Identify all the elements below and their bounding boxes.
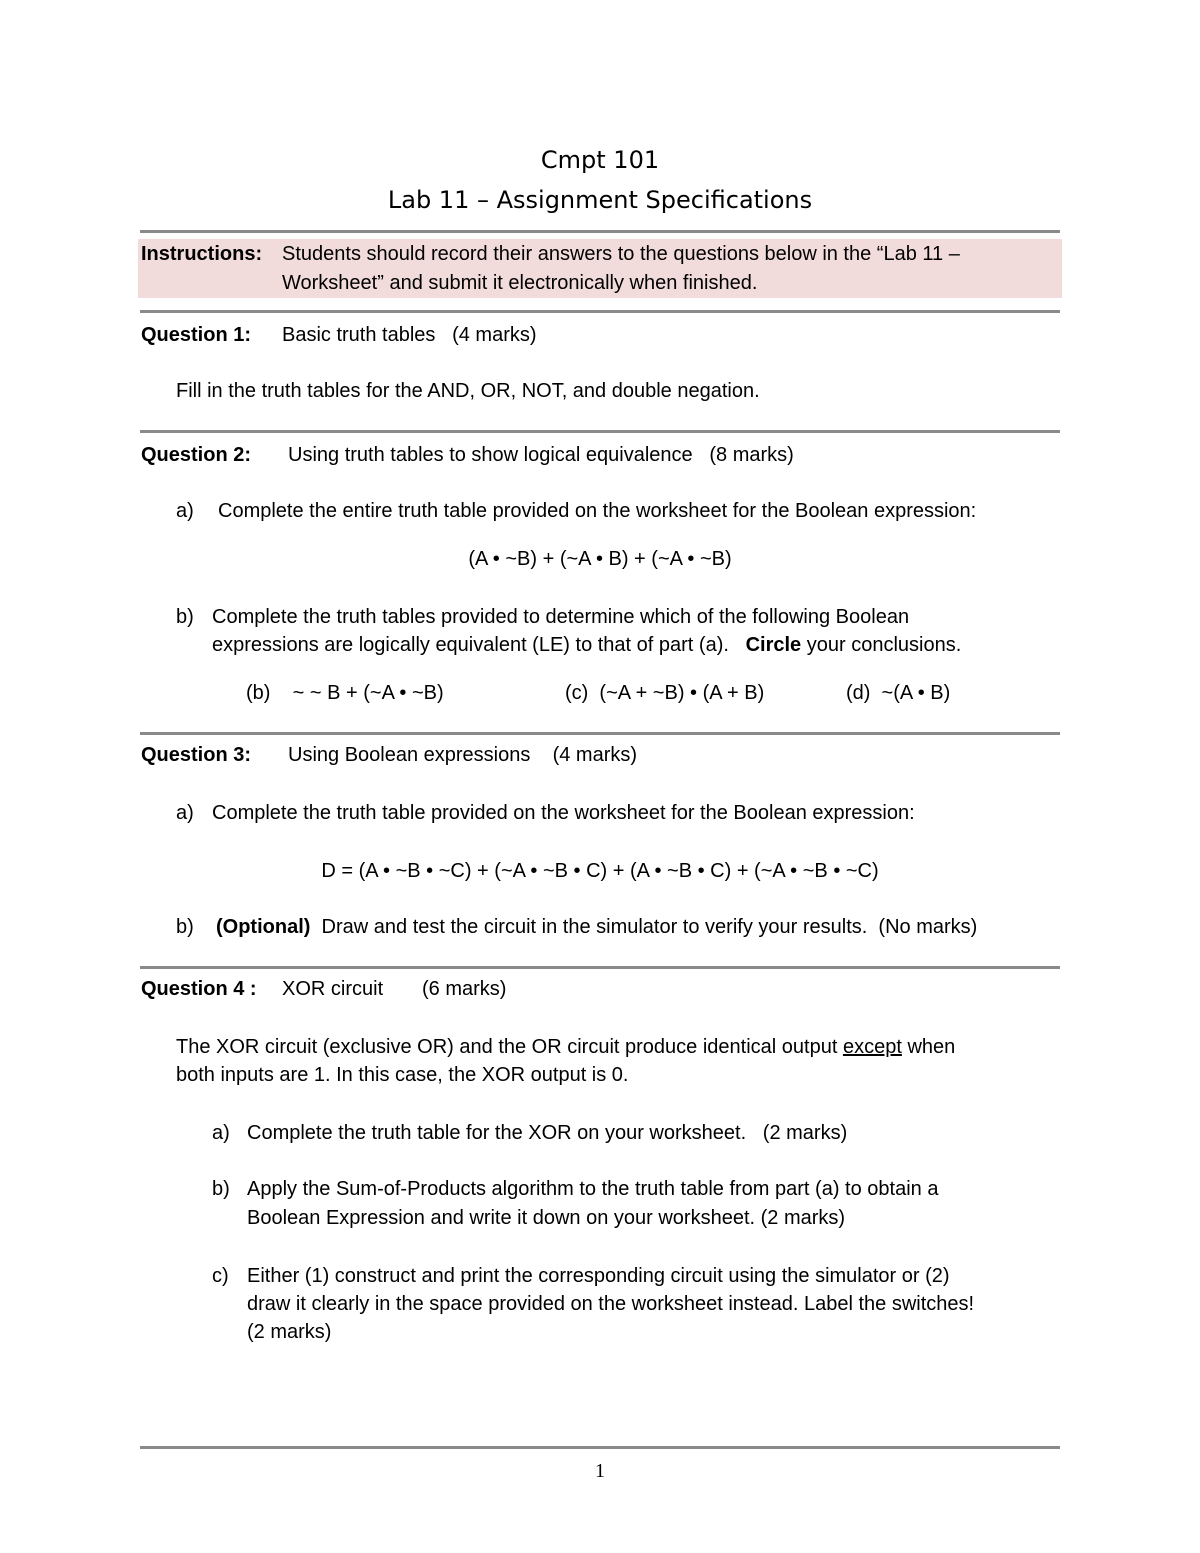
question-1-text: Fill in the truth tables for the AND, OR, NOT, and double negation. bbox=[176, 380, 760, 402]
question-4c-text-line2: draw it clearly in the space provided on the worksheet instead. Label the switches! bbox=[247, 1293, 975, 1315]
question-4-intro-post: when bbox=[901, 1036, 956, 1058]
divider bbox=[140, 732, 1060, 735]
question-4b-text-line1: Apply the Sum-of-Products algorithm to the truth table from part (a) to obtain a bbox=[247, 1178, 939, 1200]
question-3b-letter: b) bbox=[176, 916, 194, 938]
question-2b-text-pre: expressions are logically equivalent (LE) to that of part (a). bbox=[212, 634, 746, 656]
divider bbox=[140, 966, 1060, 969]
page-title: Lab 11 – Assignment Specifications bbox=[387, 186, 813, 214]
question-4c-letter: c) bbox=[212, 1265, 229, 1287]
question-4-intro-line2: both inputs are 1. In this case, the XOR output is 0. bbox=[176, 1064, 629, 1086]
option-c-expression: (c) (~A + ~B) • (A + B) bbox=[565, 682, 765, 704]
page-number: 1 bbox=[595, 1460, 605, 1482]
question-4-intro-line1 bbox=[176, 1036, 955, 1059]
course-title: Cmpt 101 bbox=[540, 146, 660, 174]
question-2a-text: Complete the entire truth table provided on the worksheet for the Boolean expression: bbox=[218, 500, 977, 522]
question-3a-letter: a) bbox=[176, 802, 194, 824]
question-3-title: Using Boolean expressions (4 marks) bbox=[288, 744, 638, 766]
optional-tag: (Optional) bbox=[216, 916, 311, 938]
question-2b-text-post: your conclusions. bbox=[801, 634, 962, 656]
instructions-label: Instructions: bbox=[141, 243, 263, 265]
question-4b-text-line2: Boolean Expression and write it down on your worksheet. (2 marks) bbox=[247, 1207, 846, 1229]
question-2-title: Using truth tables to show logical equivalence (8 marks) bbox=[288, 444, 794, 466]
question-4b-letter: b) bbox=[212, 1178, 230, 1200]
question-4c-text-line1: Either (1) construct and print the corresponding circuit using the simulator or (2) bbox=[247, 1265, 950, 1287]
divider bbox=[140, 230, 1060, 233]
question-1-title: Basic truth tables (4 marks) bbox=[282, 324, 537, 346]
option-b-expression: (b) ~ ~ B + (~A • ~B) bbox=[246, 682, 444, 704]
question-2b-letter: b) bbox=[176, 606, 194, 628]
question-1-label: Question 1: bbox=[141, 324, 252, 346]
question-4a-letter: a) bbox=[212, 1122, 230, 1144]
divider bbox=[140, 430, 1060, 433]
question-3a-text: Complete the truth table provided on the worksheet for the Boolean expression: bbox=[212, 802, 915, 824]
question-4c-text-line3: (2 marks) bbox=[247, 1321, 332, 1343]
question-2b-text-line1: Complete the truth tables provided to determine which of the following Boolean bbox=[212, 606, 910, 628]
question-2a-expression: (A • ~B) + (~A • B) + (~A • ~B) bbox=[468, 548, 732, 570]
question-3-label: Question 3: bbox=[141, 744, 252, 766]
question-4-intro-pre: The XOR circuit (exclusive OR) and the OR circuit produce identical output bbox=[176, 1036, 843, 1058]
divider bbox=[140, 310, 1060, 313]
question-4-title: XOR circuit (6 marks) bbox=[282, 978, 507, 1000]
footer-divider bbox=[140, 1446, 1060, 1449]
instructions-text-line2: Worksheet” and submit it electronically when finished. bbox=[282, 272, 758, 294]
question-2b-text-line2 bbox=[212, 634, 961, 657]
question-3a-expression: D = (A • ~B • ~C) + (~A • ~B • C) + (A • ~B • C) + (~A • ~B • ~C) bbox=[321, 860, 879, 882]
question-4a-text: Complete the truth table for the XOR on your worksheet. (2 marks) bbox=[247, 1122, 848, 1144]
circle-emphasis: Circle bbox=[745, 634, 802, 656]
question-3b-text: Draw and test the circuit in the simulator to verify your results. (No marks) bbox=[310, 916, 978, 938]
instructions-text-line1: Students should record their answers to the questions below in the “Lab 11 – bbox=[282, 243, 960, 265]
except-emphasis: except bbox=[842, 1036, 902, 1058]
question-2a-letter: a) bbox=[176, 500, 194, 522]
question-3b-text-line bbox=[216, 916, 977, 939]
option-d-expression: (d) ~(A • B) bbox=[846, 682, 951, 704]
question-2-label: Question 2: bbox=[141, 444, 252, 466]
question-4-label: Question 4 : bbox=[141, 978, 257, 1000]
